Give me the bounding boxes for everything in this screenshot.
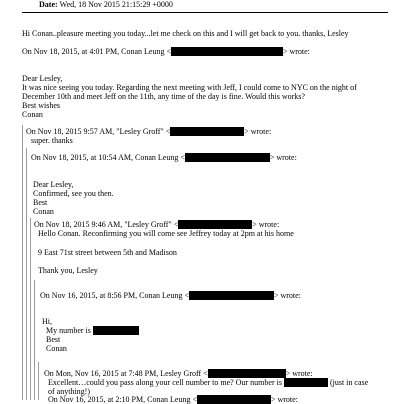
message-body-line: Dear Lesley, (22, 74, 63, 83)
redaction-box (284, 378, 328, 387)
header-divider (22, 12, 388, 13)
message-body-line: Conan (22, 110, 43, 119)
message-body-line: of anything!) (48, 387, 90, 396)
message-body-line: 9 East 71st street between 5th and Madison (38, 248, 177, 257)
quote-attribution: On Nov 18, 2015, at 10:54 AM, Conan Leung < > wrote: (31, 153, 297, 162)
redaction-box (93, 326, 139, 335)
message-body-line: Conan (46, 344, 67, 353)
message-body-line: Thank you, Lesley (38, 266, 98, 275)
message-body-line: Best (46, 335, 61, 344)
quote-bar (34, 280, 35, 400)
quote-attribution: On Nov 16, 2015, at 8:56 PM, Conan Leung < > wrote: (40, 291, 301, 300)
message-body-line: It was nice seeing you today. Regarding the next meeting with Jeff, I could come to NYC on the night of (22, 83, 357, 92)
top-reply: Hi Conan..pleasure meeting you today...let me check on this and I will get back to you. thanks, Lesley (22, 29, 349, 38)
message-body-line: Hello Conan. Reconfirming you will come see Jeffrey today at 2pm at his home (38, 229, 294, 238)
message-body-line: Dear Lesley, (33, 180, 74, 189)
redaction-box (178, 220, 252, 229)
quote-attribution: On Nov 18, 2015, at 4:01 PM, Conan Leung < > wrote: (22, 47, 310, 56)
quote-attribution: On Nov 18, 2015 9:46 AM, "Lesley Groff" < > wrote: (34, 220, 280, 229)
quote-bar (26, 148, 27, 400)
date-label: Date: (39, 0, 58, 9)
message-body-line: Hi, (42, 317, 52, 326)
redaction-box (208, 369, 286, 378)
quote-attribution: On Nov 18, 2015 9:57 AM, "Lesley Groff" < > wrote: (26, 127, 272, 136)
message-body-line: Best (33, 198, 48, 207)
message-body-line: Confirmed, see you then. (33, 189, 114, 198)
date-value: Wed, 18 Nov 2015 21:15:29 +0000 (59, 0, 173, 9)
message-body-line: Excellent…could you pass along your cell number to me? Our number is (just in case (48, 378, 369, 387)
quote-bar (38, 362, 39, 400)
message-body-line: December 10th and meet Jeff on the 11th, any time of the day is fine. Would this works? (22, 92, 305, 101)
message-body-line: My number is (46, 326, 139, 335)
message-body-line: super. thanks (31, 136, 73, 145)
redaction-box (189, 291, 274, 300)
redaction-box (185, 153, 270, 162)
quote-bar (22, 125, 23, 400)
quote-bar (30, 218, 31, 400)
message-body-line: Conan (33, 207, 54, 216)
quote-attribution: On Nov 16, 2015, at 2:10 PM, Conan Leung < > wrote: (48, 395, 298, 404)
quote-attribution: On Mon, Nov 16, 2015 at 7:48 PM, Lesley Groff < > wrote: (44, 369, 313, 378)
redaction-box (170, 127, 244, 136)
message-body-line: Best wishes (22, 101, 60, 110)
redaction-box (171, 47, 283, 56)
email-date-header (39, 0, 173, 9)
